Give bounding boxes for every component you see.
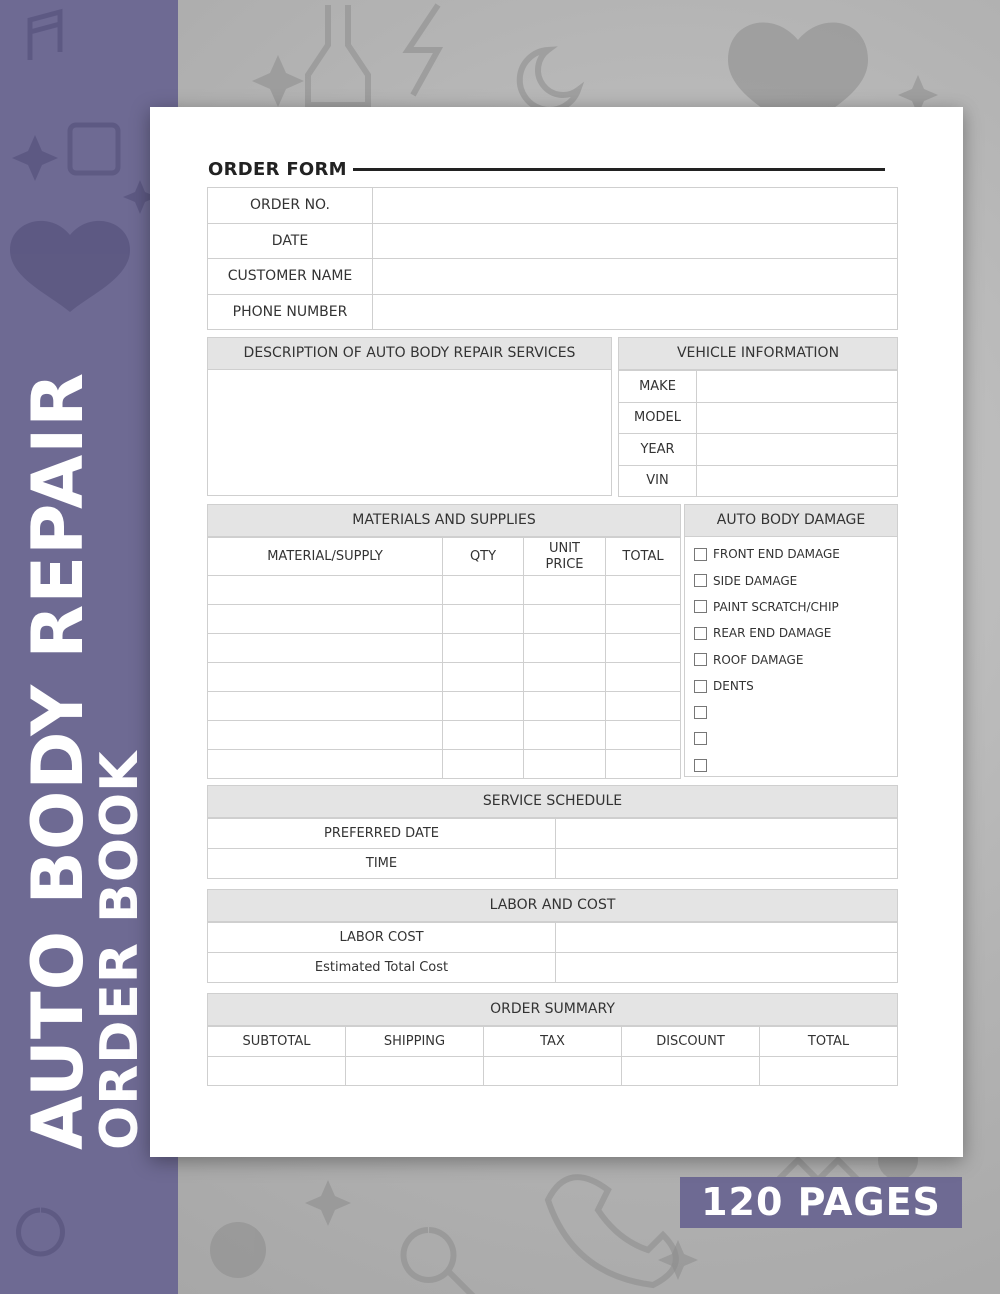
form-title: ORDER FORM bbox=[208, 158, 347, 180]
model-field[interactable] bbox=[697, 402, 898, 434]
total-cell[interactable] bbox=[606, 634, 681, 663]
service-schedule-header: SERVICE SCHEDULE bbox=[207, 785, 898, 818]
table-row bbox=[619, 465, 898, 497]
table-row bbox=[208, 188, 898, 224]
labor-cost-header: LABOR AND COST bbox=[207, 889, 898, 922]
checkbox[interactable] bbox=[694, 706, 707, 719]
table-row bbox=[208, 721, 681, 750]
unit-price-cell[interactable] bbox=[524, 721, 606, 750]
table-row bbox=[208, 819, 898, 849]
damage-checklist bbox=[684, 537, 898, 777]
vin-field[interactable] bbox=[697, 465, 898, 497]
col-tax: TAX bbox=[484, 1027, 622, 1057]
col-discount: DISCOUNT bbox=[622, 1027, 760, 1057]
make-label: MAKE bbox=[619, 371, 697, 403]
checkbox[interactable] bbox=[694, 759, 707, 772]
damage-section bbox=[684, 504, 898, 777]
table-row bbox=[619, 402, 898, 434]
pages-badge: 120 PAGES bbox=[680, 1177, 962, 1228]
order-no-field[interactable] bbox=[373, 188, 898, 224]
estimated-total-cost-label: Estimated Total Cost bbox=[208, 953, 556, 983]
table-row bbox=[208, 1057, 898, 1086]
circle-doodle bbox=[210, 1222, 266, 1278]
damage-item[interactable] bbox=[685, 699, 897, 725]
table-row bbox=[208, 923, 898, 953]
table-row bbox=[208, 849, 898, 879]
checkbox[interactable] bbox=[694, 548, 707, 561]
description-section bbox=[207, 337, 612, 496]
table-row bbox=[208, 294, 898, 330]
calendar-icon bbox=[70, 125, 118, 173]
table-row bbox=[208, 634, 681, 663]
col-shipping: SHIPPING bbox=[346, 1027, 484, 1057]
qty-cell[interactable] bbox=[443, 605, 524, 634]
cover-title-line1: AUTO BODY REPAIR bbox=[17, 371, 99, 1150]
material-cell[interactable] bbox=[208, 576, 443, 605]
vin-label: VIN bbox=[619, 465, 697, 497]
discount-cell[interactable] bbox=[622, 1057, 760, 1086]
order-summary-section bbox=[207, 993, 898, 1086]
order-summary-header: ORDER SUMMARY bbox=[207, 993, 898, 1026]
damage-header: AUTO BODY DAMAGE bbox=[684, 504, 898, 537]
phone-number-label: PHONE NUMBER bbox=[208, 294, 373, 330]
order-no-label: ORDER NO. bbox=[208, 188, 373, 224]
material-cell[interactable] bbox=[208, 750, 443, 779]
music-note-icon bbox=[30, 12, 60, 60]
table-row bbox=[208, 750, 681, 779]
table-row bbox=[619, 434, 898, 466]
damage-item[interactable] bbox=[685, 594, 897, 620]
damage-item-label: ROOF DAMAGE bbox=[713, 652, 804, 667]
unit-price-cell[interactable] bbox=[524, 634, 606, 663]
bottle-icon bbox=[308, 5, 368, 105]
damage-item[interactable] bbox=[685, 726, 897, 752]
damage-item-label: SIDE DAMAGE bbox=[713, 573, 798, 588]
title-rule bbox=[353, 168, 885, 171]
unit-price-cell[interactable] bbox=[524, 692, 606, 721]
unit-price-cell[interactable] bbox=[524, 576, 606, 605]
checkbox[interactable] bbox=[694, 574, 707, 587]
gear-icon bbox=[19, 1210, 63, 1254]
checkbox[interactable] bbox=[694, 680, 707, 693]
damage-item-label: DENTS bbox=[713, 679, 754, 694]
unit-price-cell[interactable] bbox=[524, 750, 606, 779]
material-cell[interactable] bbox=[208, 692, 443, 721]
damage-item-label: FRONT END DAMAGE bbox=[713, 547, 840, 562]
damage-item-label: PAINT SCRATCH/CHIP bbox=[713, 599, 839, 614]
moon-icon bbox=[520, 50, 578, 110]
col-unit-price: UNIT PRICE bbox=[524, 538, 606, 576]
total-cell[interactable] bbox=[760, 1057, 898, 1086]
checkbox[interactable] bbox=[694, 627, 707, 640]
preferred-date-field[interactable] bbox=[556, 819, 898, 849]
damage-item[interactable] bbox=[685, 620, 897, 646]
table-row bbox=[619, 371, 898, 403]
damage-item-label: REAR END DAMAGE bbox=[713, 626, 832, 641]
total-cell[interactable] bbox=[606, 750, 681, 779]
table-row bbox=[208, 259, 898, 295]
customer-name-label: CUSTOMER NAME bbox=[208, 259, 373, 295]
damage-item[interactable] bbox=[685, 647, 897, 673]
col-qty: QTY bbox=[443, 538, 524, 576]
vehicle-info-header: VEHICLE INFORMATION bbox=[618, 337, 898, 370]
col-subtotal: SUBTOTAL bbox=[208, 1027, 346, 1057]
materials-table bbox=[207, 537, 681, 779]
estimated-total-cost-field[interactable] bbox=[556, 953, 898, 983]
qty-cell[interactable] bbox=[443, 663, 524, 692]
service-schedule-section bbox=[207, 785, 898, 879]
star-icon bbox=[252, 55, 304, 107]
table-row bbox=[208, 223, 898, 259]
damage-item[interactable] bbox=[685, 673, 897, 699]
subtotal-cell[interactable] bbox=[208, 1057, 346, 1086]
damage-item[interactable] bbox=[685, 541, 897, 567]
qty-cell[interactable] bbox=[443, 721, 524, 750]
shipping-cell[interactable] bbox=[346, 1057, 484, 1086]
star-icon bbox=[305, 1180, 351, 1226]
heart-icon bbox=[10, 221, 130, 312]
unit-price-cell[interactable] bbox=[524, 605, 606, 634]
labor-cost-label: LABOR COST bbox=[208, 923, 556, 953]
tax-cell[interactable] bbox=[484, 1057, 622, 1086]
service-schedule-table bbox=[207, 818, 898, 879]
date-field[interactable] bbox=[373, 223, 898, 259]
col-material-supply: MATERIAL/SUPPLY bbox=[208, 538, 443, 576]
form-title-row bbox=[208, 157, 885, 181]
materials-section bbox=[207, 504, 681, 779]
order-form-page bbox=[150, 107, 963, 1157]
cover-title-line2: ORDER BOOK bbox=[90, 750, 150, 1150]
material-cell[interactable] bbox=[208, 721, 443, 750]
col-total: TOTAL bbox=[606, 538, 681, 576]
star-icon bbox=[12, 135, 58, 181]
date-label: DATE bbox=[208, 223, 373, 259]
phone-icon bbox=[548, 1177, 676, 1285]
table-row bbox=[208, 663, 681, 692]
customer-name-field[interactable] bbox=[373, 259, 898, 295]
labor-cost-section bbox=[207, 889, 898, 983]
table-row bbox=[208, 576, 681, 605]
col-total: TOTAL bbox=[760, 1027, 898, 1057]
order-summary-table bbox=[207, 1026, 898, 1086]
total-cell[interactable] bbox=[606, 605, 681, 634]
vehicle-info-section bbox=[618, 337, 898, 497]
total-cell[interactable] bbox=[606, 663, 681, 692]
table-row bbox=[208, 605, 681, 634]
labor-cost-table bbox=[207, 922, 898, 983]
material-cell[interactable] bbox=[208, 663, 443, 692]
table-row bbox=[208, 953, 898, 983]
description-header: DESCRIPTION OF AUTO BODY REPAIR SERVICES bbox=[207, 337, 612, 370]
total-cell[interactable] bbox=[606, 692, 681, 721]
time-label: TIME bbox=[208, 849, 556, 879]
total-cell[interactable] bbox=[606, 721, 681, 750]
customer-info-table bbox=[207, 187, 898, 330]
total-cell[interactable] bbox=[606, 576, 681, 605]
magnifier-icon bbox=[404, 1230, 478, 1294]
qty-cell[interactable] bbox=[443, 692, 524, 721]
time-field[interactable] bbox=[556, 849, 898, 879]
table-row bbox=[208, 692, 681, 721]
material-cell[interactable] bbox=[208, 605, 443, 634]
phone-number-field[interactable] bbox=[373, 294, 898, 330]
vehicle-info-table bbox=[618, 370, 898, 497]
damage-item[interactable] bbox=[685, 567, 897, 593]
table-header-row bbox=[208, 1027, 898, 1057]
labor-cost-field[interactable] bbox=[556, 923, 898, 953]
year-label: YEAR bbox=[619, 434, 697, 466]
description-field[interactable] bbox=[207, 370, 612, 496]
checkbox[interactable] bbox=[694, 653, 707, 666]
qty-cell[interactable] bbox=[443, 576, 524, 605]
unit-price-cell[interactable] bbox=[524, 663, 606, 692]
qty-cell[interactable] bbox=[443, 634, 524, 663]
material-cell[interactable] bbox=[208, 634, 443, 663]
make-field[interactable] bbox=[697, 371, 898, 403]
preferred-date-label: PREFERRED DATE bbox=[208, 819, 556, 849]
table-header-row bbox=[208, 538, 681, 576]
damage-item[interactable] bbox=[685, 752, 897, 778]
year-field[interactable] bbox=[697, 434, 898, 466]
checkbox[interactable] bbox=[694, 732, 707, 745]
model-label: MODEL bbox=[619, 402, 697, 434]
lightning-icon bbox=[408, 5, 438, 95]
materials-header: MATERIALS AND SUPPLIES bbox=[207, 504, 681, 537]
qty-cell[interactable] bbox=[443, 750, 524, 779]
checkbox[interactable] bbox=[694, 600, 707, 613]
